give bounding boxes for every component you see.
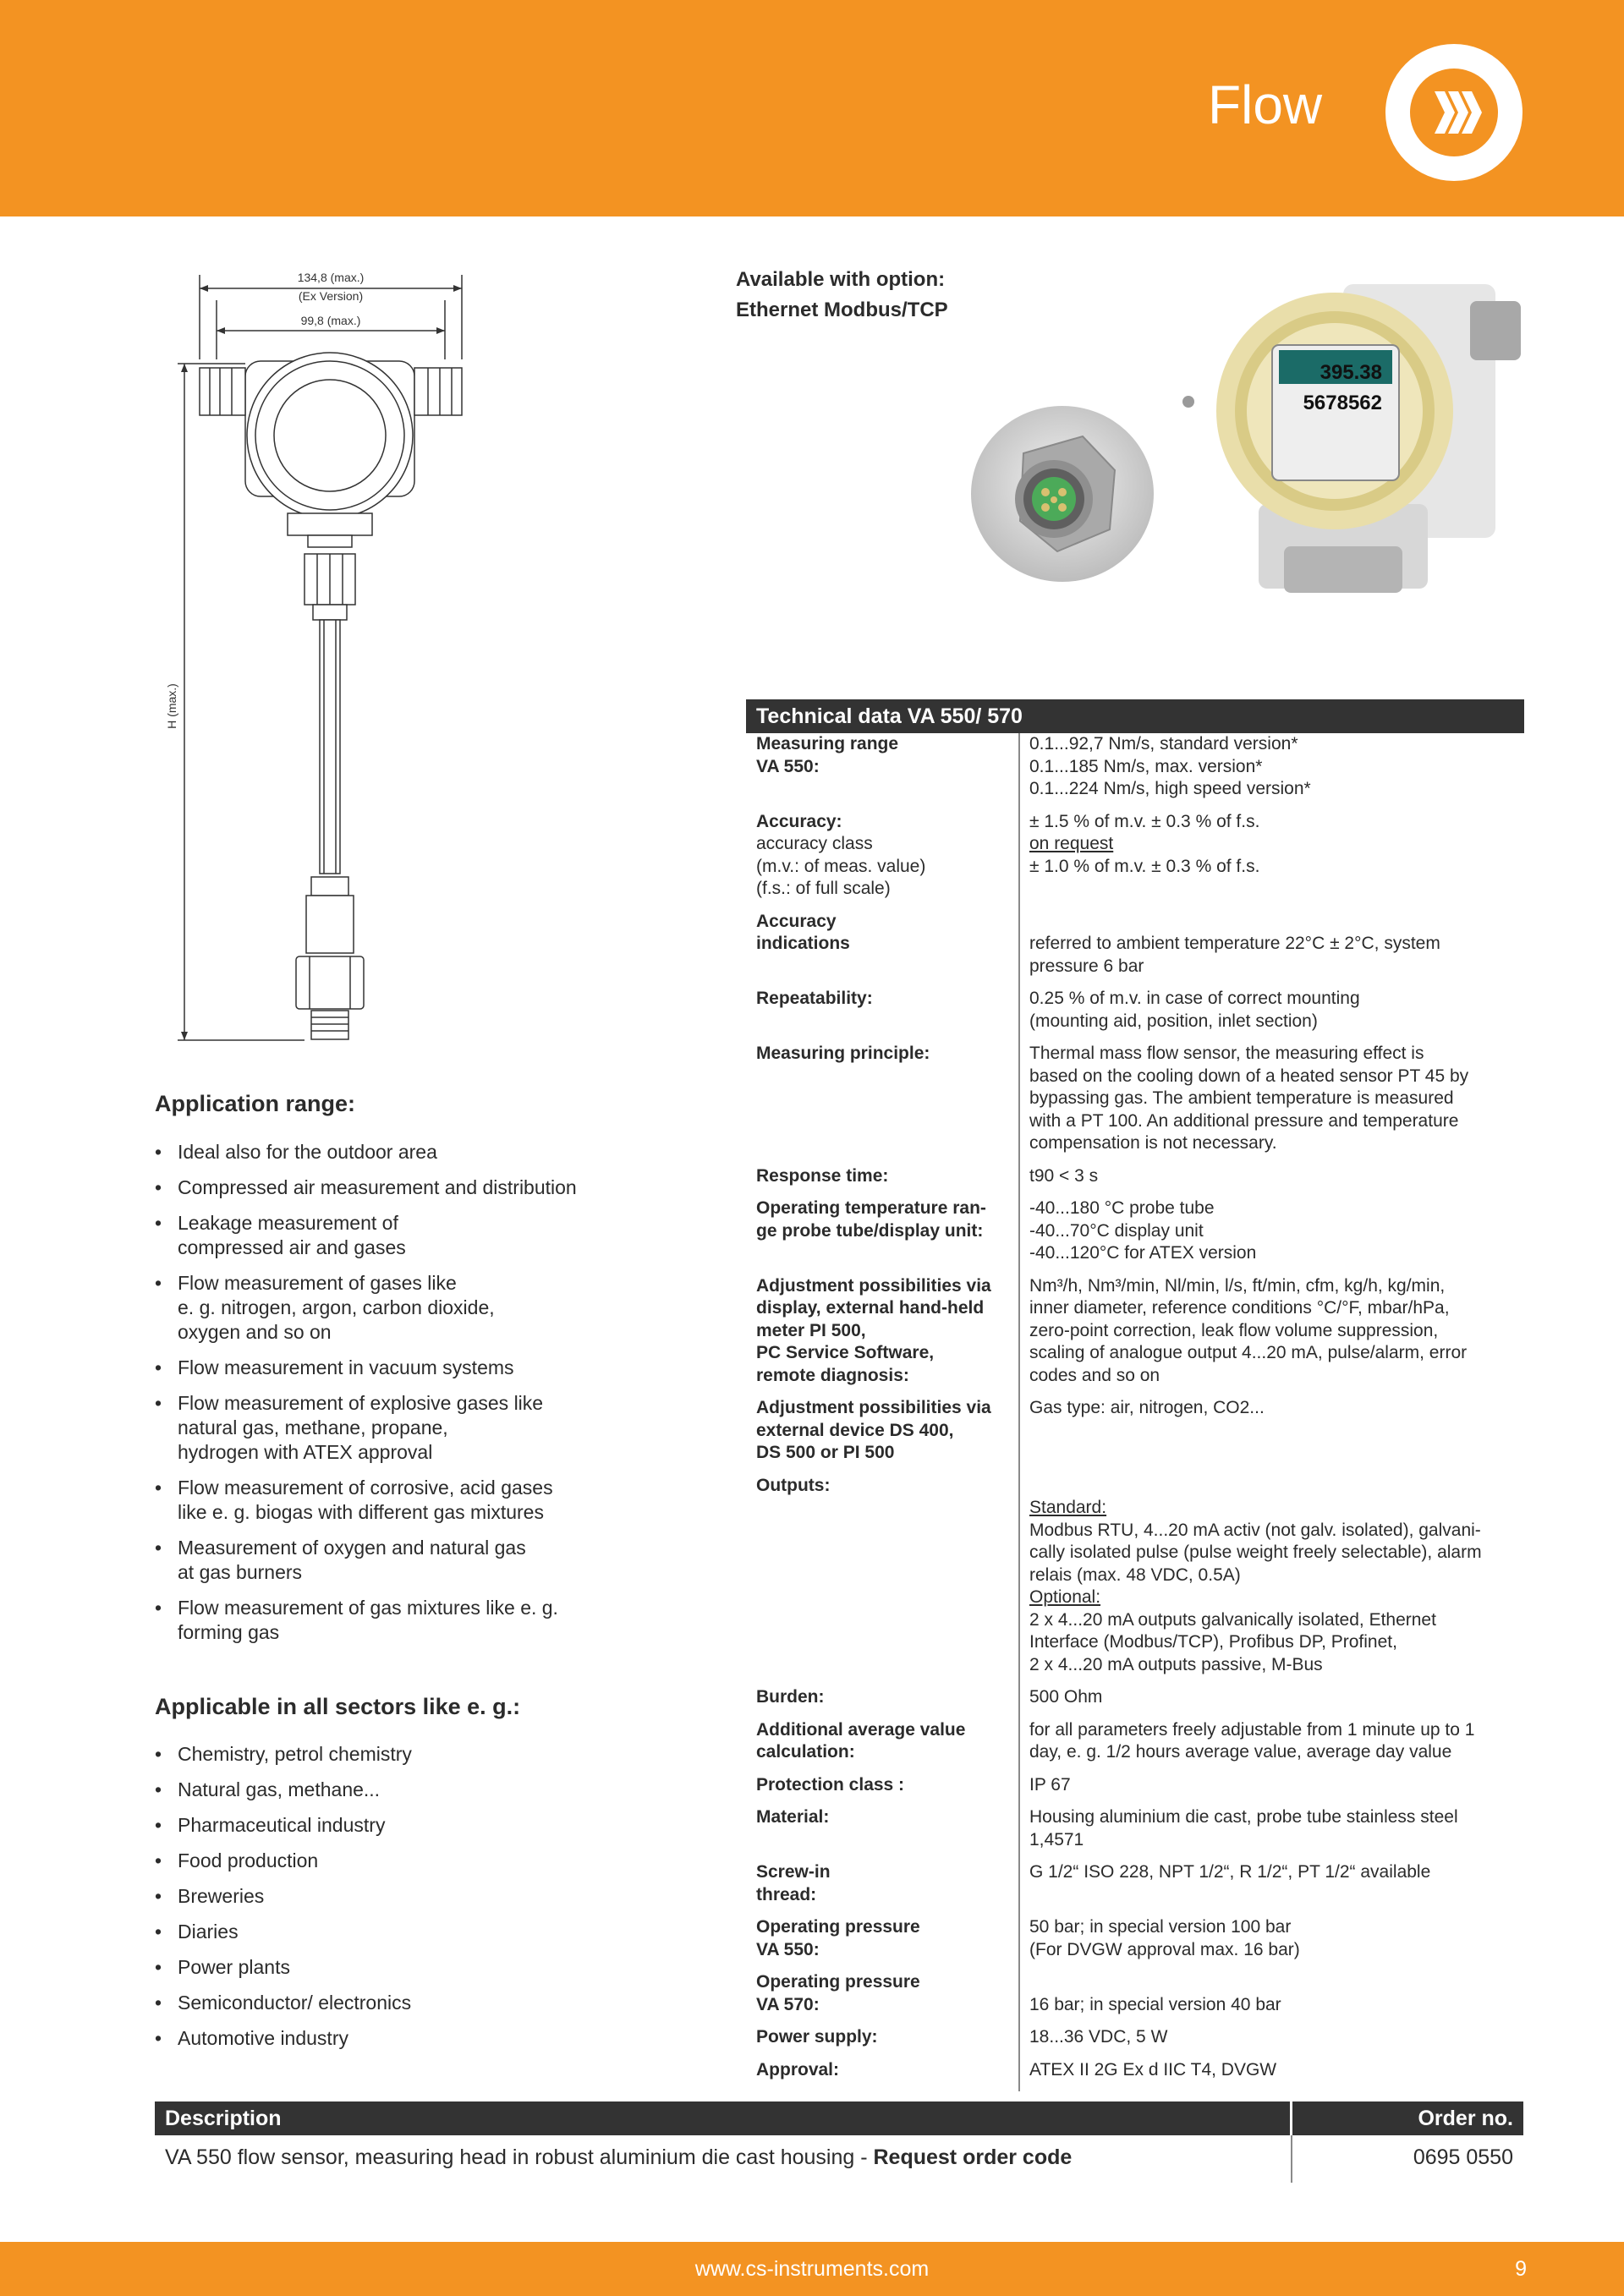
row-key: Power supply: xyxy=(756,2027,878,2047)
order-description-text: VA 550 flow sensor, measuring head in robust aluminium die cast housing - xyxy=(165,2145,874,2169)
table-row xyxy=(746,1397,1524,1475)
table-row xyxy=(155,2135,1523,2183)
list-item: • Flow measurement of corrosive, acid gases like e. g. biogas with different gas mixtures xyxy=(155,1476,628,1525)
table-row xyxy=(746,1275,1524,1398)
list-item: • Flow measurement of gases like e. g. nitrogen, argon, carbon dioxide, oxygen and so on xyxy=(155,1271,628,1345)
row-value: 500 Ohm xyxy=(1018,1686,1524,1719)
row-key-normal: accuracy class (m.v.: of meas. value) (f.s.: of full scale) xyxy=(756,834,926,898)
row-key: Adjustment possibilities via external device DS 400, DS 500 or PI 500 xyxy=(756,1398,991,1462)
option-note xyxy=(736,265,948,326)
row-key: Operating pressure VA 550: xyxy=(756,1917,920,1959)
table-row xyxy=(746,1806,1524,1861)
table-row xyxy=(746,1916,1524,1971)
accuracy-value-1: ± 1.5 % of m.v. ± 0.3 % of f.s. xyxy=(1029,811,1260,831)
table-row xyxy=(746,1043,1524,1165)
list-item: • Breweries xyxy=(155,1884,628,1909)
table-row xyxy=(746,1686,1524,1719)
row-key xyxy=(746,811,1018,911)
order-no-header: Order no. xyxy=(1292,2101,1523,2135)
list-item: • Automotive industry xyxy=(155,2026,628,2051)
dim-height: H (max.) xyxy=(165,683,178,729)
option-line1: Available with option: xyxy=(736,268,946,291)
row-value: 0.25 % of m.v. in case of correct mounting (mounting aid, position, inlet section) xyxy=(1018,988,1524,1043)
row-value: Nm³/h, Nm³/min, Nl/min, l/s, ft/min, cfm, kg/h, kg/min, inner diameter, reference conditions °C/°F, mbar/hPa, zero-point correction, leak flow volume suppression, scaling of analogue output 4...20 mA, pulse/alarm, error codes and so on xyxy=(1018,1275,1524,1398)
page-header xyxy=(0,0,1624,216)
list-item: • Flow measurement in vacuum systems xyxy=(155,1356,628,1380)
row-value: Thermal mass flow sensor, the measuring effect is based on the cooling down of a heated sensor PT 45 by bypassing gas. The ambient temperature is measured with a PT 100. An additional pressure and temperature compensation is not necessary. xyxy=(1018,1043,1524,1165)
row-value: 0.1...92,7 Nm/s, standard version* 0.1...185 Nm/s, max. version* 0.1...224 Nm/s, high speed version* xyxy=(1018,733,1524,811)
display-value-2: 5678562 xyxy=(1303,392,1382,414)
dimension-drawing xyxy=(161,266,499,1044)
list-item: • Compressed air measurement and distribution xyxy=(155,1175,628,1200)
row-key: Response time: xyxy=(756,1165,889,1186)
row-key: Measuring range VA 550: xyxy=(756,734,899,776)
brand-logo xyxy=(1385,44,1522,181)
table-row xyxy=(746,1861,1524,1916)
page-number: 9 xyxy=(1515,2257,1527,2281)
table-row xyxy=(746,1719,1524,1774)
description-header: Description xyxy=(155,2101,1290,2135)
list-item: • Diaries xyxy=(155,1920,628,1944)
row-value: 16 bar; in special version 40 bar xyxy=(1018,1971,1524,2026)
row-value: G 1/2“ ISO 228, NPT 1/2“, R 1/2“, PT 1/2“ available xyxy=(1018,1861,1524,1916)
list-item: • Food production xyxy=(155,1849,628,1873)
table-row xyxy=(746,1971,1524,2026)
list-item: • Power plants xyxy=(155,1955,628,1980)
order-number: 0695 0550 xyxy=(1291,2135,1523,2183)
sectors-heading: Applicable in all sectors like e. g.: xyxy=(155,1694,521,1719)
row-value: IP 67 xyxy=(1018,1774,1524,1807)
display-value-1: 395.38 xyxy=(1320,361,1382,384)
list-item: • Pharmaceutical industry xyxy=(155,1813,628,1838)
standard-outputs: Modbus RTU, 4...20 mA activ (not galv. isolated), galvani- cally isolated pulse (pulse weight freely selectable), alarm relais (max. 48 VDC, 0.5A) xyxy=(1029,1520,1482,1585)
row-value: 18...36 VDC, 5 W xyxy=(1018,2026,1524,2059)
separator-dot xyxy=(1182,396,1194,408)
on-request-label: on request xyxy=(1029,834,1114,853)
table-row xyxy=(746,1197,1524,1275)
row-key: Additional average value calculation: xyxy=(756,1719,966,1762)
row-value xyxy=(1018,811,1524,911)
row-key-bold: Accuracy: xyxy=(756,811,842,831)
optional-outputs: 2 x 4...20 mA outputs galvanically isolated, Ethernet Interface (Modbus/TCP), Profibus DP, Profinet, 2 x 4...20 mA outputs passive, M-Bus xyxy=(1029,1609,1436,1674)
table-row xyxy=(746,2026,1524,2059)
list-item: • Flow measurement of gas mixtures like e. g. forming gas xyxy=(155,1596,628,1645)
row-key: Measuring principle: xyxy=(756,1044,930,1063)
table-row xyxy=(746,911,1524,989)
m12-connector-image xyxy=(964,403,1160,595)
row-value xyxy=(1018,1475,1524,1687)
table-row xyxy=(746,1774,1524,1807)
page-title: Flow xyxy=(1208,74,1323,135)
row-key: Operating pressure VA 570: xyxy=(756,1972,920,2014)
application-range-heading: Application range: xyxy=(155,1091,356,1116)
table-row xyxy=(746,1165,1524,1198)
row-value: 50 bar; in special version 100 bar (For DVGW approval max. 16 bar) xyxy=(1018,1916,1524,1971)
sensor-outline-drawing xyxy=(161,266,499,1044)
row-key: Burden: xyxy=(756,1687,825,1707)
table-row xyxy=(746,1475,1524,1687)
list-item: • Ideal also for the outdoor area xyxy=(155,1140,628,1164)
order-description xyxy=(155,2135,1290,2183)
row-value: -40...180 °C probe tube -40...70°C display unit -40...120°C for ATEX version xyxy=(1018,1197,1524,1275)
row-key: Outputs: xyxy=(756,1475,831,1495)
sectors-list xyxy=(155,1742,628,2062)
application-range-list xyxy=(155,1140,628,1656)
table-row xyxy=(746,811,1524,911)
row-value: referred to ambient temperature 22°C ± 2°C, system pressure 6 bar xyxy=(1018,911,1524,989)
list-item: • Chemistry, petrol chemistry xyxy=(155,1742,628,1767)
row-key: Repeatability: xyxy=(756,989,873,1008)
row-value: Housing aluminium die cast, probe tube stainless steel 1,4571 xyxy=(1018,1806,1524,1861)
order-table xyxy=(155,2101,1523,2183)
list-item: • Leakage measurement of compressed air and gases xyxy=(155,1211,628,1260)
row-key: Protection class : xyxy=(756,1774,905,1795)
list-item: • Natural gas, methane... xyxy=(155,1778,628,1802)
row-value: t90 < 3 s xyxy=(1018,1165,1524,1198)
row-key: Approval: xyxy=(756,2059,840,2080)
row-key: Operating temperature ran- ge probe tube/display unit: xyxy=(756,1198,986,1241)
standard-label: Standard: xyxy=(1029,1498,1107,1517)
row-value: ATEX II 2G Ex d IIC T4, DVGW xyxy=(1018,2059,1524,2092)
list-item: • Measurement of oxygen and natural gas at gas burners xyxy=(155,1536,628,1585)
table-row xyxy=(746,988,1524,1043)
page-footer xyxy=(0,2242,1624,2296)
option-line2: Ethernet Modbus/TCP xyxy=(736,299,948,321)
table-row xyxy=(746,733,1524,811)
row-key: Adjustment possibilities via display, external hand-held meter PI 500, PC Service Software, remote diagnosis: xyxy=(756,1275,991,1385)
table-row xyxy=(746,2059,1524,2092)
optional-label: Optional: xyxy=(1029,1587,1101,1607)
dim-std: 99,8 (max.) xyxy=(300,314,361,327)
dim-ex-line2: (Ex Version) xyxy=(298,289,364,303)
order-table-header xyxy=(155,2101,1523,2135)
order-description-bold: Request order code xyxy=(873,2145,1073,2169)
triple-chevron-icon xyxy=(1385,44,1522,181)
row-value: for all parameters freely adjustable from 1 minute up to 1 day, e. g. 1/2 hours average value, average day value xyxy=(1018,1719,1524,1774)
list-item: • Flow measurement of explosive gases like natural gas, methane, propane, hydrogen with ATEX approval xyxy=(155,1391,628,1465)
device-photo xyxy=(1216,267,1529,601)
dim-ex-line1: 134,8 (max.) xyxy=(297,271,365,284)
row-key: Screw-in thread: xyxy=(756,1862,831,1904)
technical-data-table xyxy=(746,699,1524,2091)
accuracy-value-2: ± 1.0 % of m.v. ± 0.3 % of f.s. xyxy=(1029,856,1260,876)
row-key: Accuracy indications xyxy=(756,911,850,953)
technical-data-title: Technical data VA 550/ 570 xyxy=(746,699,1524,733)
footer-url[interactable]: www.cs-instruments.com xyxy=(694,2257,930,2281)
row-value: Gas type: air, nitrogen, CO2... xyxy=(1018,1397,1524,1475)
list-item: • Semiconductor/ electronics xyxy=(155,1991,628,2015)
row-key: Material: xyxy=(756,1807,830,1827)
